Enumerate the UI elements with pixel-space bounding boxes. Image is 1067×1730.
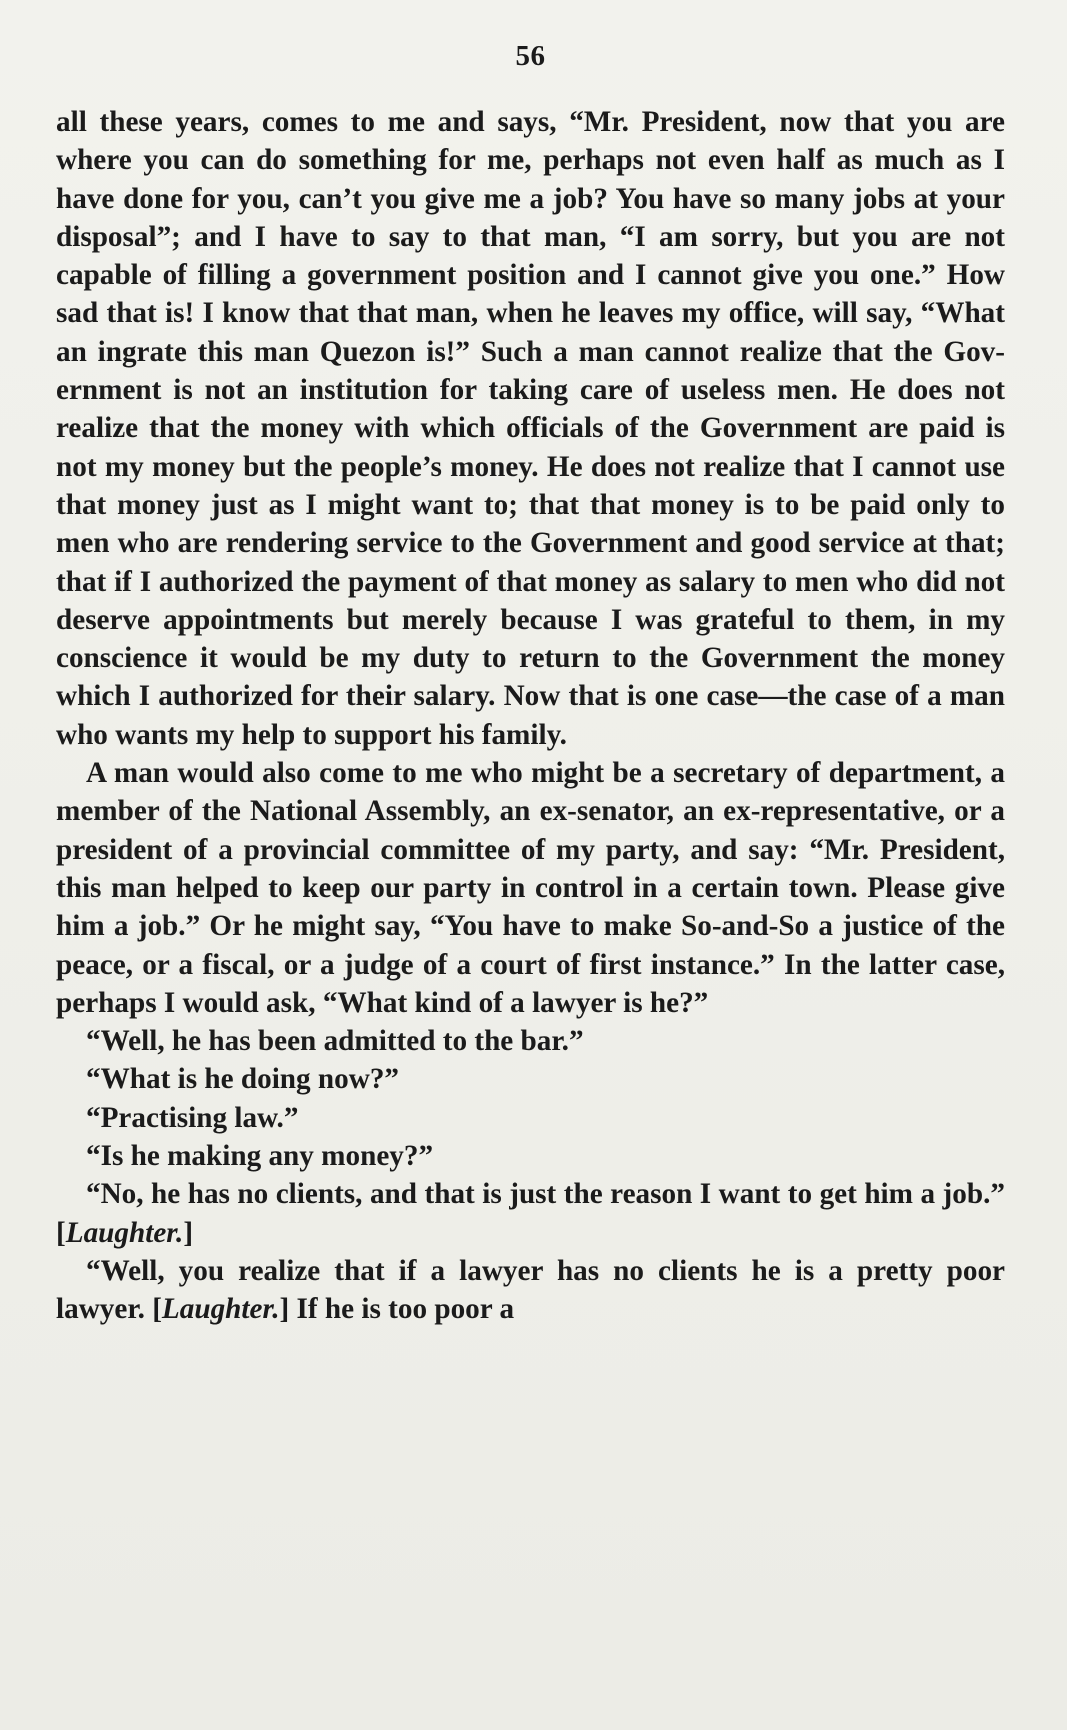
dialogue-line-no-clients — [56, 1175, 1005, 1252]
dialogue-text: “Well, you realize that if a lawyer has no clients he is a pretty poor lawyer. [ — [56, 1254, 1005, 1326]
dialogue-line-admitted-bar: “Well, he has been admitted to the bar.” — [86, 1025, 584, 1058]
page-body — [56, 103, 1005, 1329]
stage-direction: Laughter. — [65, 1216, 184, 1249]
dialogue-text: ] If he is too poor a — [279, 1293, 515, 1326]
stage-direction: Laughter. — [161, 1293, 280, 1326]
dialogue-text: ] — [183, 1216, 194, 1249]
paragraph-secretary-request: A man would also come to me who might be a secretary of department, a member of the National Assembly, an ex-senator, an ex-representative, or a president of a provincial committee of my party, and say: “Mr. President, this man helped to keep our party in control in a certain town. Please give him a job.” Or he might say, “You have to make So-and-So a justice of the peace, or a fiscal, or a judge of a court of first instance.” In the latter case, perhaps I would ask, “What kind of a lawyer is he?” — [56, 757, 1005, 1019]
dialogue-line-making-money: “Is he making any money?” — [86, 1140, 434, 1173]
dialogue-line-doing-now: “What is he doing now?” — [86, 1063, 400, 1096]
page-number: 56 — [515, 40, 546, 72]
dialogue-line-practising-law: “Practising law.” — [86, 1101, 299, 1134]
dialogue-line-poor-lawyer — [56, 1252, 1005, 1329]
dialogue-text: “No, he has no clients, and that is just the reason I want to get him a job.” [ — [56, 1178, 1005, 1249]
paragraph-continued: all these years, comes to me and says, “Mr. President, now that you are where you can do something for me, perhaps not even half as much as I have done for you, can’t you give me a job? You have so many jobs at your disposal”; and I have to say to that man, “I am sorry, but you are not capable of filling a government position and I cannot give you one.” How sad that is! I know that that man, when he leaves my office, will say, “What an ingrate this man Quezon is!” Such a man cannot realize that the Government is not an institution for taking care of useless men. He does not realize that the money with which officials of the Government are paid is not my money but the people’s money. He does not realize that I cannot use that money just as I might want to; that that money is to be paid only to men who are rendering service to the Government and good service at that; that if I authorized the payment of that money as salary to men who did not deserve appointments but merely because I was grateful to them, in my conscience it would be my duty to return to the Government the money which I authorized for their salary. Now that is one case—the case of a man who wants my help to support his family. — [56, 106, 1005, 751]
